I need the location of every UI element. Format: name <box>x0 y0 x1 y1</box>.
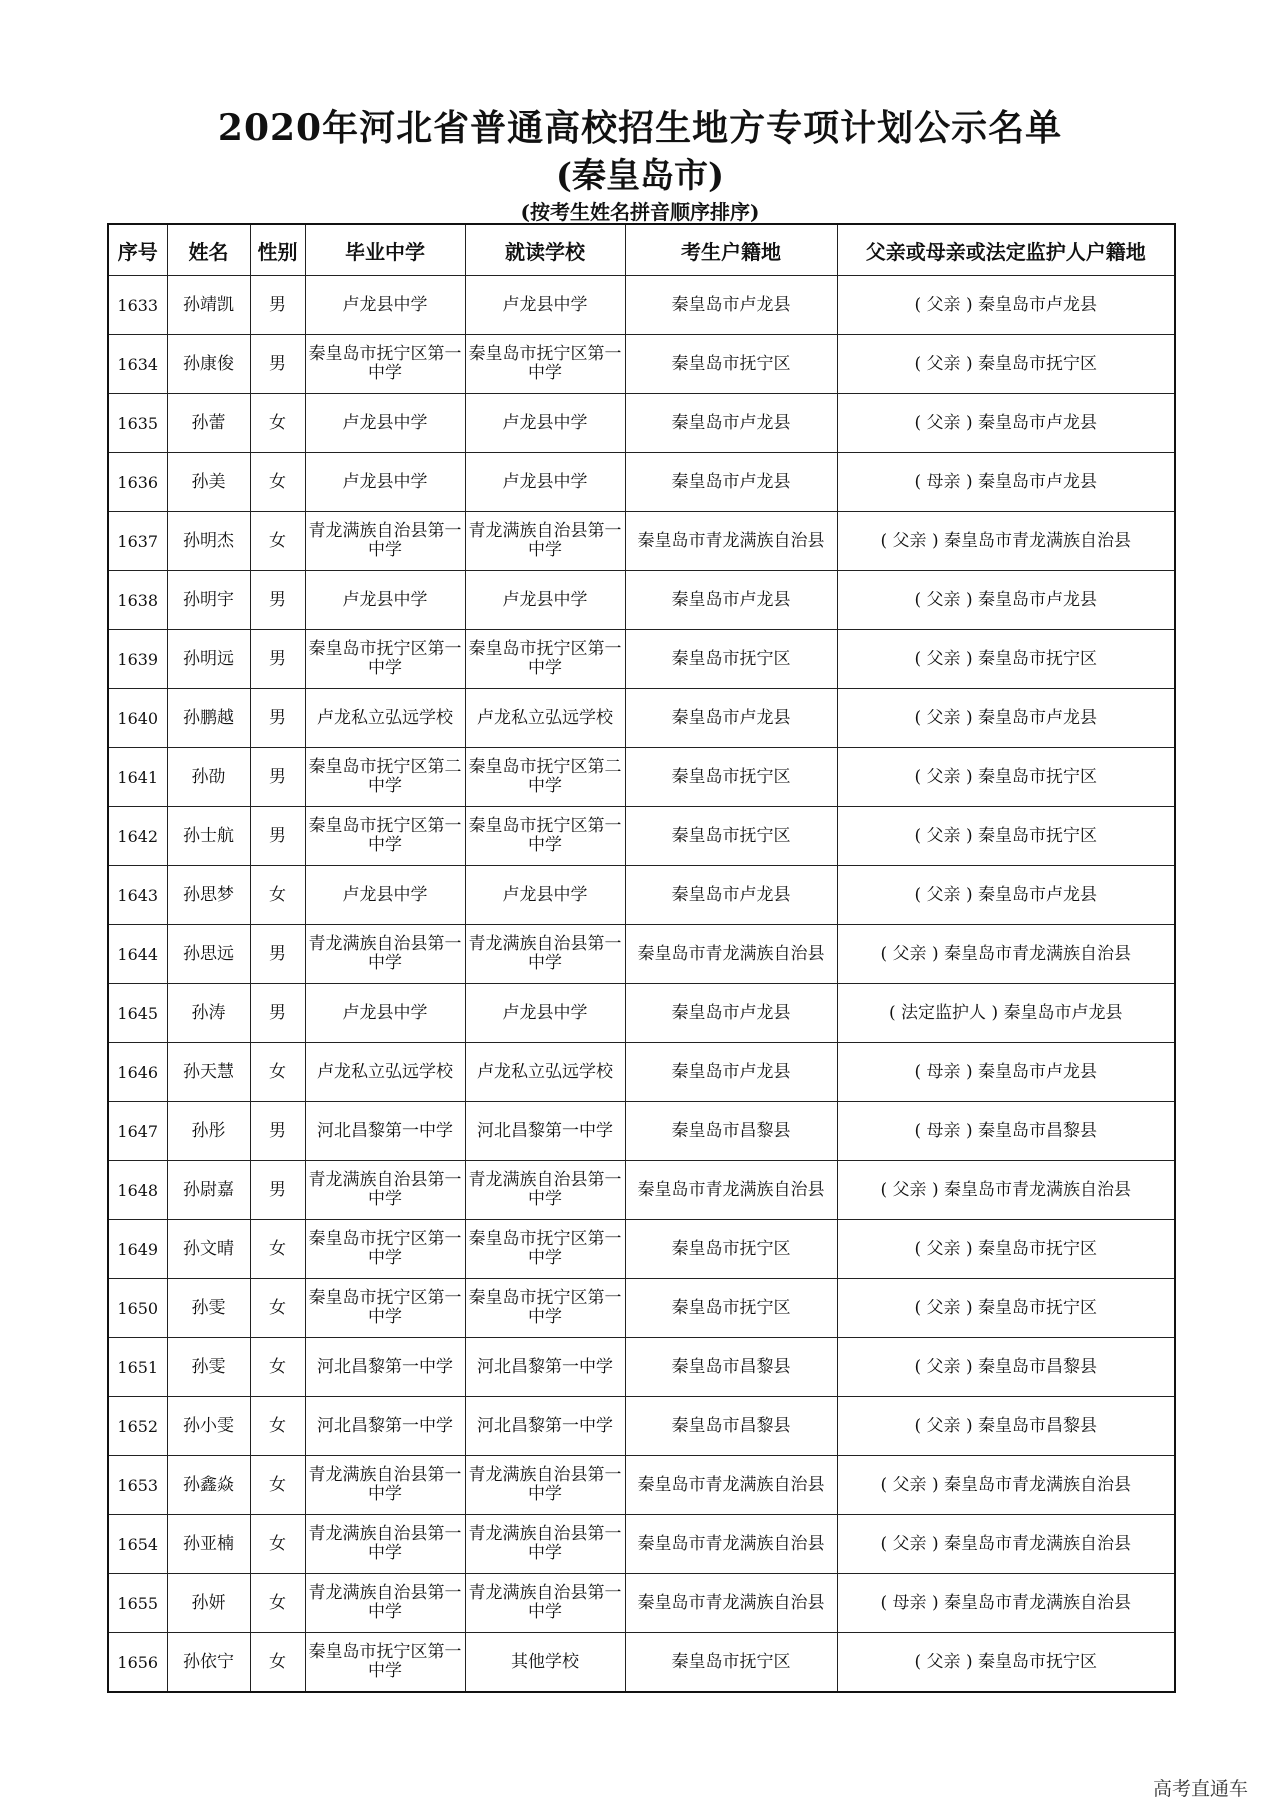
cell-guardian-residence: ( 父亲 ) 秦皇岛市卢龙县 <box>837 276 1175 335</box>
cell-gender: 女 <box>250 1456 305 1515</box>
col-header-student-residence: 考生户籍地 <box>625 224 837 276</box>
cell-student-residence: 秦皇岛市昌黎县 <box>625 1338 837 1397</box>
table-row <box>108 512 1175 571</box>
cell-student-residence: 秦皇岛市卢龙县 <box>625 689 837 748</box>
table-row <box>108 984 1175 1043</box>
cell-graduated-school: 卢龙私立弘远学校 <box>305 1043 465 1102</box>
cell-guardian-residence: ( 父亲 ) 秦皇岛市昌黎县 <box>837 1338 1175 1397</box>
cell-student-name: 孙康俊 <box>167 335 250 394</box>
cell-current-school: 其他学校 <box>465 1633 625 1693</box>
cell-student-name: 孙蕾 <box>167 394 250 453</box>
cell-guardian-residence: ( 父亲 ) 秦皇岛市昌黎县 <box>837 1397 1175 1456</box>
cell-student-residence: 秦皇岛市卢龙县 <box>625 394 837 453</box>
cell-guardian-residence: ( 父亲 ) 秦皇岛市青龙满族自治县 <box>837 1161 1175 1220</box>
cell-current-school: 卢龙县中学 <box>465 984 625 1043</box>
col-header-guardian-residence: 父亲或母亲或法定监护人户籍地 <box>837 224 1175 276</box>
table-row <box>108 394 1175 453</box>
cell-student-name: 孙涛 <box>167 984 250 1043</box>
cell-gender: 女 <box>250 1338 305 1397</box>
cell-student-name: 孙明杰 <box>167 512 250 571</box>
cell-graduated-school: 秦皇岛市抚宁区第二中学 <box>305 748 465 807</box>
cell-student-name: 孙鑫焱 <box>167 1456 250 1515</box>
table-row <box>108 1574 1175 1633</box>
cell-guardian-residence: ( 父亲 ) 秦皇岛市卢龙县 <box>837 394 1175 453</box>
cell-gender: 女 <box>250 394 305 453</box>
table-row <box>108 1515 1175 1574</box>
table-row <box>108 925 1175 984</box>
cell-graduated-school: 秦皇岛市抚宁区第一中学 <box>305 1633 465 1693</box>
cell-student-residence: 秦皇岛市青龙满族自治县 <box>625 1456 837 1515</box>
table-row <box>108 689 1175 748</box>
cell-guardian-residence: ( 父亲 ) 秦皇岛市抚宁区 <box>837 1279 1175 1338</box>
cell-student-name: 孙彤 <box>167 1102 250 1161</box>
cell-row-index: 1638 <box>108 571 167 630</box>
cell-guardian-residence: ( 父亲 ) 秦皇岛市抚宁区 <box>837 1220 1175 1279</box>
cell-student-name: 孙依宁 <box>167 1633 250 1693</box>
table-row <box>108 335 1175 394</box>
cell-current-school: 秦皇岛市抚宁区第一中学 <box>465 335 625 394</box>
cell-guardian-residence: ( 母亲 ) 秦皇岛市卢龙县 <box>837 1043 1175 1102</box>
cell-row-index: 1653 <box>108 1456 167 1515</box>
cell-student-name: 孙天慧 <box>167 1043 250 1102</box>
cell-guardian-residence: ( 父亲 ) 秦皇岛市青龙满族自治县 <box>837 1515 1175 1574</box>
cell-row-index: 1644 <box>108 925 167 984</box>
cell-guardian-residence: ( 父亲 ) 秦皇岛市卢龙县 <box>837 689 1175 748</box>
cell-gender: 男 <box>250 335 305 394</box>
cell-graduated-school: 卢龙县中学 <box>305 984 465 1043</box>
cell-current-school: 秦皇岛市抚宁区第一中学 <box>465 1220 625 1279</box>
col-header-graduated-school: 毕业中学 <box>305 224 465 276</box>
cell-row-index: 1634 <box>108 335 167 394</box>
cell-guardian-residence: ( 父亲 ) 秦皇岛市抚宁区 <box>837 335 1175 394</box>
cell-student-residence: 秦皇岛市卢龙县 <box>625 1043 837 1102</box>
table-row <box>108 807 1175 866</box>
cell-student-name: 孙鹏越 <box>167 689 250 748</box>
cell-graduated-school: 卢龙县中学 <box>305 866 465 925</box>
cell-graduated-school: 河北昌黎第一中学 <box>305 1338 465 1397</box>
cell-current-school: 卢龙县中学 <box>465 453 625 512</box>
cell-current-school: 青龙满族自治县第一中学 <box>465 1161 625 1220</box>
cell-student-name: 孙思远 <box>167 925 250 984</box>
cell-guardian-residence: ( 父亲 ) 秦皇岛市青龙满族自治县 <box>837 1456 1175 1515</box>
cell-student-name: 孙劭 <box>167 748 250 807</box>
cell-gender: 女 <box>250 453 305 512</box>
table-row <box>108 866 1175 925</box>
table-header-row <box>108 224 1175 276</box>
cell-graduated-school: 卢龙私立弘远学校 <box>305 689 465 748</box>
cell-student-residence: 秦皇岛市青龙满族自治县 <box>625 925 837 984</box>
cell-guardian-residence: ( 父亲 ) 秦皇岛市卢龙县 <box>837 866 1175 925</box>
cell-student-name: 孙士航 <box>167 807 250 866</box>
cell-graduated-school: 秦皇岛市抚宁区第一中学 <box>305 335 465 394</box>
cell-student-residence: 秦皇岛市抚宁区 <box>625 1220 837 1279</box>
cell-gender: 女 <box>250 1633 305 1693</box>
cell-graduated-school: 青龙满族自治县第一中学 <box>305 1515 465 1574</box>
cell-guardian-residence: ( 父亲 ) 秦皇岛市抚宁区 <box>837 630 1175 689</box>
cell-student-residence: 秦皇岛市抚宁区 <box>625 335 837 394</box>
cell-current-school: 青龙满族自治县第一中学 <box>465 925 625 984</box>
cell-current-school: 卢龙县中学 <box>465 276 625 335</box>
cell-current-school: 卢龙县中学 <box>465 394 625 453</box>
cell-student-name: 孙美 <box>167 453 250 512</box>
cell-student-residence: 秦皇岛市昌黎县 <box>625 1102 837 1161</box>
cell-student-residence: 秦皇岛市卢龙县 <box>625 866 837 925</box>
cell-row-index: 1648 <box>108 1161 167 1220</box>
cell-guardian-residence: ( 父亲 ) 秦皇岛市青龙满族自治县 <box>837 512 1175 571</box>
col-header-current-school: 就读学校 <box>465 224 625 276</box>
cell-graduated-school: 秦皇岛市抚宁区第一中学 <box>305 1279 465 1338</box>
cell-current-school: 青龙满族自治县第一中学 <box>465 1574 625 1633</box>
cell-gender: 女 <box>250 1279 305 1338</box>
cell-row-index: 1656 <box>108 1633 167 1693</box>
cell-student-residence: 秦皇岛市昌黎县 <box>625 1397 837 1456</box>
cell-gender: 男 <box>250 748 305 807</box>
cell-student-residence: 秦皇岛市青龙满族自治县 <box>625 512 837 571</box>
cell-row-index: 1645 <box>108 984 167 1043</box>
table-row <box>108 630 1175 689</box>
cell-guardian-residence: ( 法定监护人 ) 秦皇岛市卢龙县 <box>837 984 1175 1043</box>
cell-current-school: 河北昌黎第一中学 <box>465 1102 625 1161</box>
cell-gender: 男 <box>250 689 305 748</box>
cell-row-index: 1647 <box>108 1102 167 1161</box>
cell-gender: 男 <box>250 630 305 689</box>
cell-guardian-residence: ( 父亲 ) 秦皇岛市卢龙县 <box>837 571 1175 630</box>
cell-student-residence: 秦皇岛市抚宁区 <box>625 748 837 807</box>
cell-gender: 男 <box>250 1102 305 1161</box>
cell-current-school: 秦皇岛市抚宁区第二中学 <box>465 748 625 807</box>
cell-row-index: 1655 <box>108 1574 167 1633</box>
cell-gender: 男 <box>250 571 305 630</box>
cell-student-name: 孙小雯 <box>167 1397 250 1456</box>
cell-current-school: 青龙满族自治县第一中学 <box>465 512 625 571</box>
table-row <box>108 276 1175 335</box>
sort-note: (按考生姓名拼音顺序排序) <box>520 200 760 224</box>
col-header-gender: 性别 <box>250 224 305 276</box>
table-row <box>108 1633 1175 1693</box>
cell-graduated-school: 秦皇岛市抚宁区第一中学 <box>305 807 465 866</box>
cell-student-name: 孙尉嘉 <box>167 1161 250 1220</box>
cell-row-index: 1649 <box>108 1220 167 1279</box>
cell-student-residence: 秦皇岛市卢龙县 <box>625 276 837 335</box>
cell-row-index: 1643 <box>108 866 167 925</box>
cell-row-index: 1646 <box>108 1043 167 1102</box>
table-row <box>108 1456 1175 1515</box>
roster-table <box>107 223 1176 1693</box>
table-row <box>108 1102 1175 1161</box>
cell-student-name: 孙靖凯 <box>167 276 250 335</box>
cell-graduated-school: 河北昌黎第一中学 <box>305 1102 465 1161</box>
cell-gender: 男 <box>250 807 305 866</box>
cell-gender: 男 <box>250 984 305 1043</box>
cell-row-index: 1650 <box>108 1279 167 1338</box>
cell-gender: 女 <box>250 1574 305 1633</box>
table-row <box>108 1397 1175 1456</box>
cell-student-residence: 秦皇岛市抚宁区 <box>625 1633 837 1693</box>
cell-student-name: 孙明宇 <box>167 571 250 630</box>
cell-student-name: 孙思梦 <box>167 866 250 925</box>
cell-row-index: 1641 <box>108 748 167 807</box>
cell-graduated-school: 秦皇岛市抚宁区第一中学 <box>305 630 465 689</box>
cell-row-index: 1642 <box>108 807 167 866</box>
cell-graduated-school: 青龙满族自治县第一中学 <box>305 1456 465 1515</box>
cell-student-name: 孙文晴 <box>167 1220 250 1279</box>
cell-row-index: 1654 <box>108 1515 167 1574</box>
cell-current-school: 秦皇岛市抚宁区第一中学 <box>465 1279 625 1338</box>
cell-guardian-residence: ( 父亲 ) 秦皇岛市青龙满族自治县 <box>837 925 1175 984</box>
cell-student-residence: 秦皇岛市青龙满族自治县 <box>625 1515 837 1574</box>
cell-guardian-residence: ( 母亲 ) 秦皇岛市青龙满族自治县 <box>837 1574 1175 1633</box>
cell-gender: 女 <box>250 866 305 925</box>
table-row <box>108 453 1175 512</box>
cell-guardian-residence: ( 母亲 ) 秦皇岛市昌黎县 <box>837 1102 1175 1161</box>
cell-guardian-residence: ( 母亲 ) 秦皇岛市卢龙县 <box>837 453 1175 512</box>
table-row <box>108 571 1175 630</box>
cell-gender: 女 <box>250 1220 305 1279</box>
cell-gender: 女 <box>250 1043 305 1102</box>
table-row <box>108 1161 1175 1220</box>
table-row <box>108 1220 1175 1279</box>
cell-student-name: 孙亚楠 <box>167 1515 250 1574</box>
col-header-index: 序号 <box>108 224 167 276</box>
cell-row-index: 1637 <box>108 512 167 571</box>
cell-current-school: 卢龙县中学 <box>465 866 625 925</box>
cell-current-school: 卢龙私立弘远学校 <box>465 1043 625 1102</box>
cell-gender: 女 <box>250 512 305 571</box>
cell-graduated-school: 青龙满族自治县第一中学 <box>305 512 465 571</box>
cell-graduated-school: 秦皇岛市抚宁区第一中学 <box>305 1220 465 1279</box>
cell-current-school: 河北昌黎第一中学 <box>465 1338 625 1397</box>
cell-student-residence: 秦皇岛市青龙满族自治县 <box>625 1574 837 1633</box>
cell-graduated-school: 青龙满族自治县第一中学 <box>305 1161 465 1220</box>
table-row <box>108 1338 1175 1397</box>
cell-row-index: 1651 <box>108 1338 167 1397</box>
cell-student-name: 孙妍 <box>167 1574 250 1633</box>
cell-row-index: 1633 <box>108 276 167 335</box>
cell-current-school: 青龙满族自治县第一中学 <box>465 1515 625 1574</box>
page-title: 2020年河北省普通高校招生地方专项计划公示名单 <box>217 107 1063 149</box>
cell-student-residence: 秦皇岛市卢龙县 <box>625 984 837 1043</box>
cell-gender: 男 <box>250 925 305 984</box>
page-subtitle: (秦皇岛市) <box>555 156 725 196</box>
cell-student-name: 孙雯 <box>167 1338 250 1397</box>
cell-graduated-school: 卢龙县中学 <box>305 571 465 630</box>
cell-row-index: 1635 <box>108 394 167 453</box>
cell-current-school: 卢龙县中学 <box>465 571 625 630</box>
cell-student-residence: 秦皇岛市青龙满族自治县 <box>625 1161 837 1220</box>
cell-current-school: 秦皇岛市抚宁区第一中学 <box>465 807 625 866</box>
table-row <box>108 1279 1175 1338</box>
table-row <box>108 1043 1175 1102</box>
cell-graduated-school: 卢龙县中学 <box>305 276 465 335</box>
cell-graduated-school: 青龙满族自治县第一中学 <box>305 1574 465 1633</box>
cell-gender: 女 <box>250 1397 305 1456</box>
cell-student-residence: 秦皇岛市抚宁区 <box>625 1279 837 1338</box>
watermark-text: 高考直通车 <box>1152 1778 1248 1800</box>
cell-gender: 女 <box>250 1515 305 1574</box>
table-row <box>108 748 1175 807</box>
cell-student-name: 孙雯 <box>167 1279 250 1338</box>
cell-gender: 男 <box>250 276 305 335</box>
col-header-name: 姓名 <box>167 224 250 276</box>
cell-graduated-school: 青龙满族自治县第一中学 <box>305 925 465 984</box>
cell-guardian-residence: ( 父亲 ) 秦皇岛市抚宁区 <box>837 748 1175 807</box>
cell-current-school: 河北昌黎第一中学 <box>465 1397 625 1456</box>
cell-student-residence: 秦皇岛市抚宁区 <box>625 630 837 689</box>
cell-guardian-residence: ( 父亲 ) 秦皇岛市抚宁区 <box>837 1633 1175 1693</box>
cell-graduated-school: 卢龙县中学 <box>305 394 465 453</box>
cell-current-school: 秦皇岛市抚宁区第一中学 <box>465 630 625 689</box>
cell-student-name: 孙明远 <box>167 630 250 689</box>
cell-gender: 男 <box>250 1161 305 1220</box>
cell-graduated-school: 卢龙县中学 <box>305 453 465 512</box>
cell-row-index: 1639 <box>108 630 167 689</box>
cell-graduated-school: 河北昌黎第一中学 <box>305 1397 465 1456</box>
cell-student-residence: 秦皇岛市卢龙县 <box>625 571 837 630</box>
cell-row-index: 1636 <box>108 453 167 512</box>
cell-current-school: 卢龙私立弘远学校 <box>465 689 625 748</box>
cell-row-index: 1640 <box>108 689 167 748</box>
cell-student-residence: 秦皇岛市卢龙县 <box>625 453 837 512</box>
cell-row-index: 1652 <box>108 1397 167 1456</box>
cell-current-school: 青龙满族自治县第一中学 <box>465 1456 625 1515</box>
cell-guardian-residence: ( 父亲 ) 秦皇岛市抚宁区 <box>837 807 1175 866</box>
cell-student-residence: 秦皇岛市抚宁区 <box>625 807 837 866</box>
